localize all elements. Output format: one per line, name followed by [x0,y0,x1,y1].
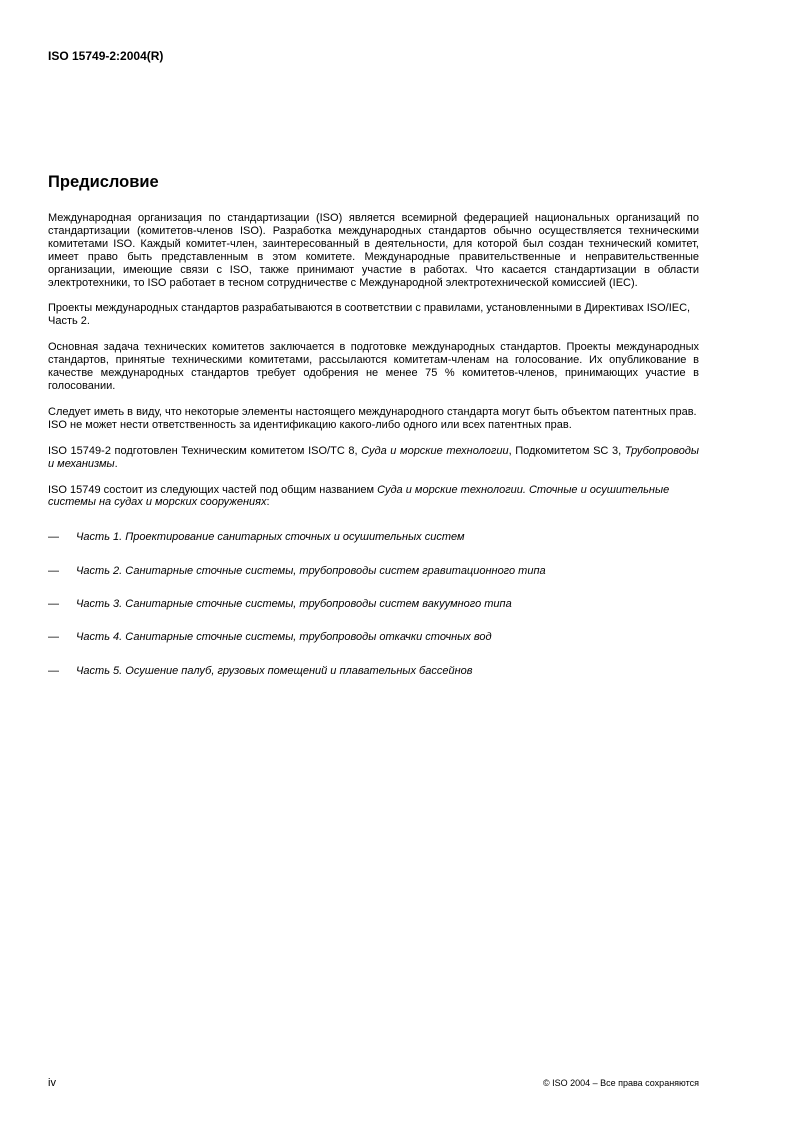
parts-intro-colon: : [266,496,270,509]
list-item [48,565,699,578]
page-number: iv [48,1077,56,1089]
list-dash: — [48,531,59,544]
foreword-body [48,212,699,698]
paragraph-iso-intro: Международная организация по стандартизации (ISO) является всемирной федерацией национальных организаций по стандартизации (комитетов-членов ISO). Разработка международных стандартов обычно осуществляется техническими комитетами ISO. Каждый комитет-член, заинтересованный в деятельности, для которой был создан технический комитет, имеет право быть представленным в этом комитете. Международные правительственные и неправительственные организации, имеющие связи с ISO, также принимают участие в работах. Что касается стандартизации в области электротехники, то ISO работает в тесном сотрудничестве с Международной электротехнической комиссией (IEC). [48,212,699,289]
parts-intro-text: ISO 15749 состоит из следующих частей под общим названием [48,483,378,496]
list-item [48,531,699,544]
list-dash: — [48,564,59,577]
list-dash: — [48,664,59,677]
paragraph-prepared-by [48,445,699,471]
list-dash: — [48,631,59,644]
list-dash: — [48,597,59,610]
prepared-by-text-2: , Подкомитетом SC 3, [508,444,625,457]
paragraph-parts-intro [48,484,699,510]
page-title: Предисловие [48,173,159,191]
committee-title: Суда и морские технологии [361,444,509,457]
subcommittee-title: Трубопроводы и механизмы [48,444,699,470]
part-title: Часть 3. Санитарные сточные системы, трубопроводы систем вакуумного типа [76,597,512,610]
paragraph-directives: Проекты международных стандартов разрабатываются в соответствии с правилами, установленными в Директивах ISO/IEC, Часть 2. [48,302,691,328]
copyright-notice: © ISO 2004 – Все права сохраняются [542,1078,699,1088]
paragraph-patent-rights: Следует иметь в виду, что некоторые элементы настоящего международного стандарта могут быть объектом патентных прав. ISO не может нести ответственность за идентификацию какого-либо одного или всех патентных прав. [48,405,697,431]
prepared-by-end: . [114,457,118,470]
list-item [48,631,699,644]
list-item [48,598,699,611]
part-title: Часть 1. Проектирование санитарных сточных и осушительных систем [76,531,465,544]
general-title: Суда и морские технологии. Сточные и осушительные системы на судах и морских сооружениях [48,483,670,509]
parts-list [48,531,699,677]
part-title: Часть 2. Санитарные сточные системы, трубопроводы систем гравитационного типа [76,564,546,577]
document-header-id: ISO 15749-2:2004(R) [48,49,164,63]
part-title: Часть 4. Санитарные сточные системы, трубопроводы откачки сточных вод [76,631,492,644]
prepared-by-text: ISO 15749-2 подготовлен Техническим комитетом ISO/TC 8, [48,444,362,457]
paragraph-committees-task: Основная задача технических комитетов заключается в подготовке международных стандартов. Проекты международных стандартов, принятые техническими комитетами, рассылаются комитетам-членам на голосование. Их опубликование в качестве международных стандартов требует одобрения не менее 75 % комитетов-членов, принимающих участие в голосовании. [48,341,699,392]
part-title: Часть 5. Осушение палуб, грузовых помещений и плавательных бассейнов [76,664,473,677]
list-item [48,665,699,678]
